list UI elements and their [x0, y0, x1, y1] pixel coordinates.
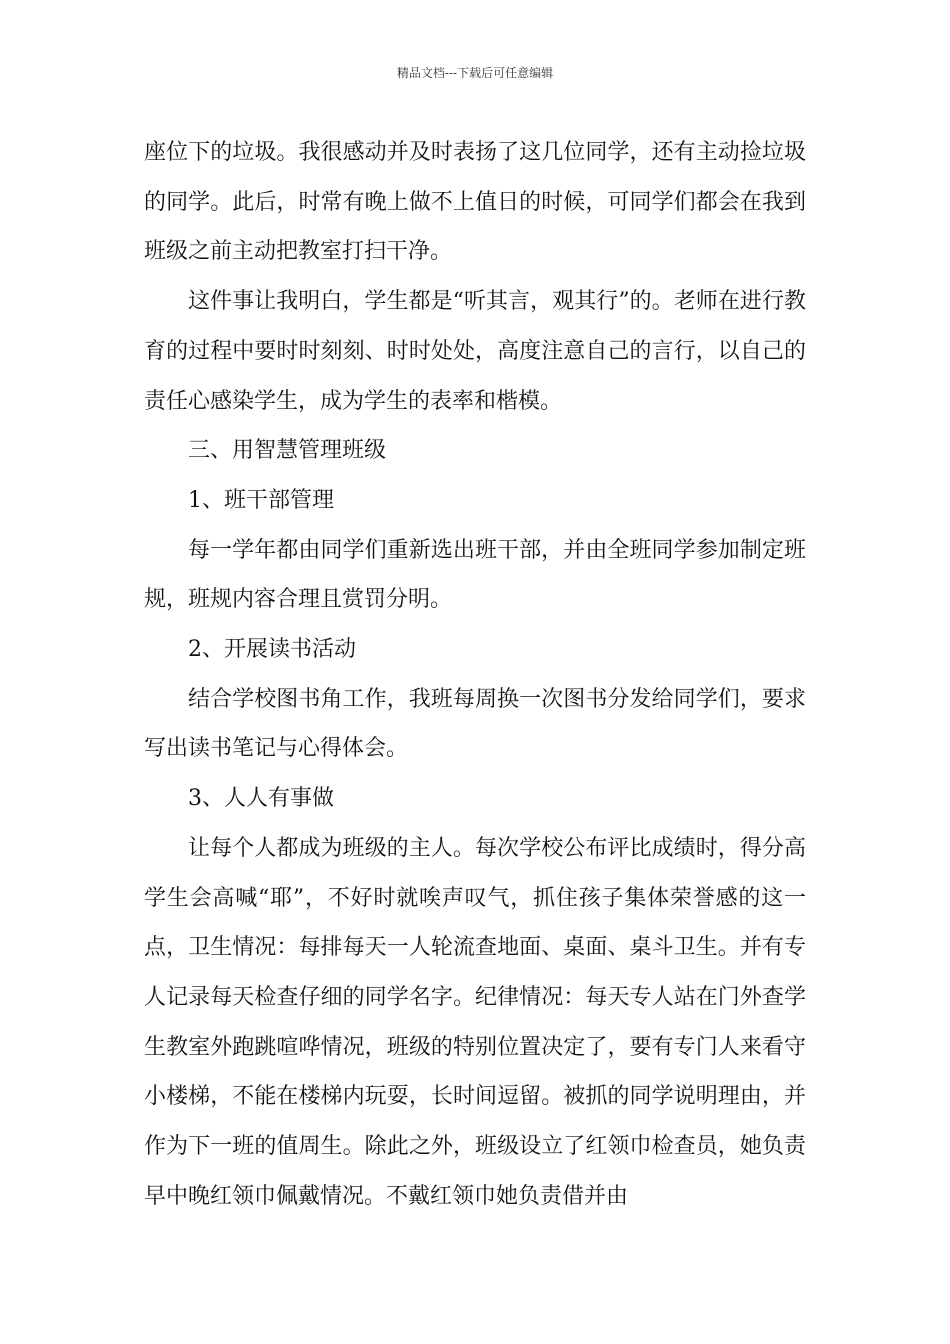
- paragraph: 这件事让我明白，学生都是“听其言，观其行”的。老师在进行教育的过程中要时时刻刻、时时处处，高度注意自己的言行，以自己的责任心感染学生，成为学生的表率和楷模。: [144, 289, 806, 414]
- subsection-heading: 2、开展读书活动: [188, 637, 356, 663]
- subsection-heading: 1、班干部管理: [188, 487, 334, 513]
- paragraph: 每一学年都由同学们重新选出班干部，并由全班同学参加制定班规，班规内容合理且赏罚分明。: [144, 537, 806, 613]
- page-header: 精品文档---下载后可任意编辑: [396, 66, 554, 80]
- paragraph: 座位下的垃圾。我很感动并及时表扬了这几位同学，还有主动捡垃圾的同学。此后，时常有晚上做不上值日的时候，可同学们都会在我到班级之前主动把教室打扫干净。: [144, 140, 806, 265]
- paragraph: 结合学校图书角工作，我班每周换一次图书分发给同学们，要求写出读书笔记与心得体会。: [144, 686, 806, 762]
- subsection-heading: 3、人人有事做: [188, 786, 334, 812]
- paragraph: 让每个人都成为班级的主人。每次学校公布评比成绩时，得分高学生会高喊“耶”，不好时就唉声叹气，抓住孩子集体荣誉感的这一点，卫生情况：每排每天一人轮流查地面、桌面、桌斗卫生。并有专人记录每天检查仔细的同学名字。纪律情况：每天专人站在门外查学生教室外跑跳喧哗情况，班级的特别位置决定了，要有专门人来看守小楼梯，不能在楼梯内玩耍，长时间逗留。被抓的同学说明理由，并作为下一班的值周生。除此之外，班级设立了红领巾检查员，她负责早中晚红领巾佩戴情况。不戴红领巾她负责借并由: [144, 835, 806, 1209]
- document-body: [144, 128, 806, 1221]
- section-heading: 三、用智慧管理班级: [188, 438, 387, 464]
